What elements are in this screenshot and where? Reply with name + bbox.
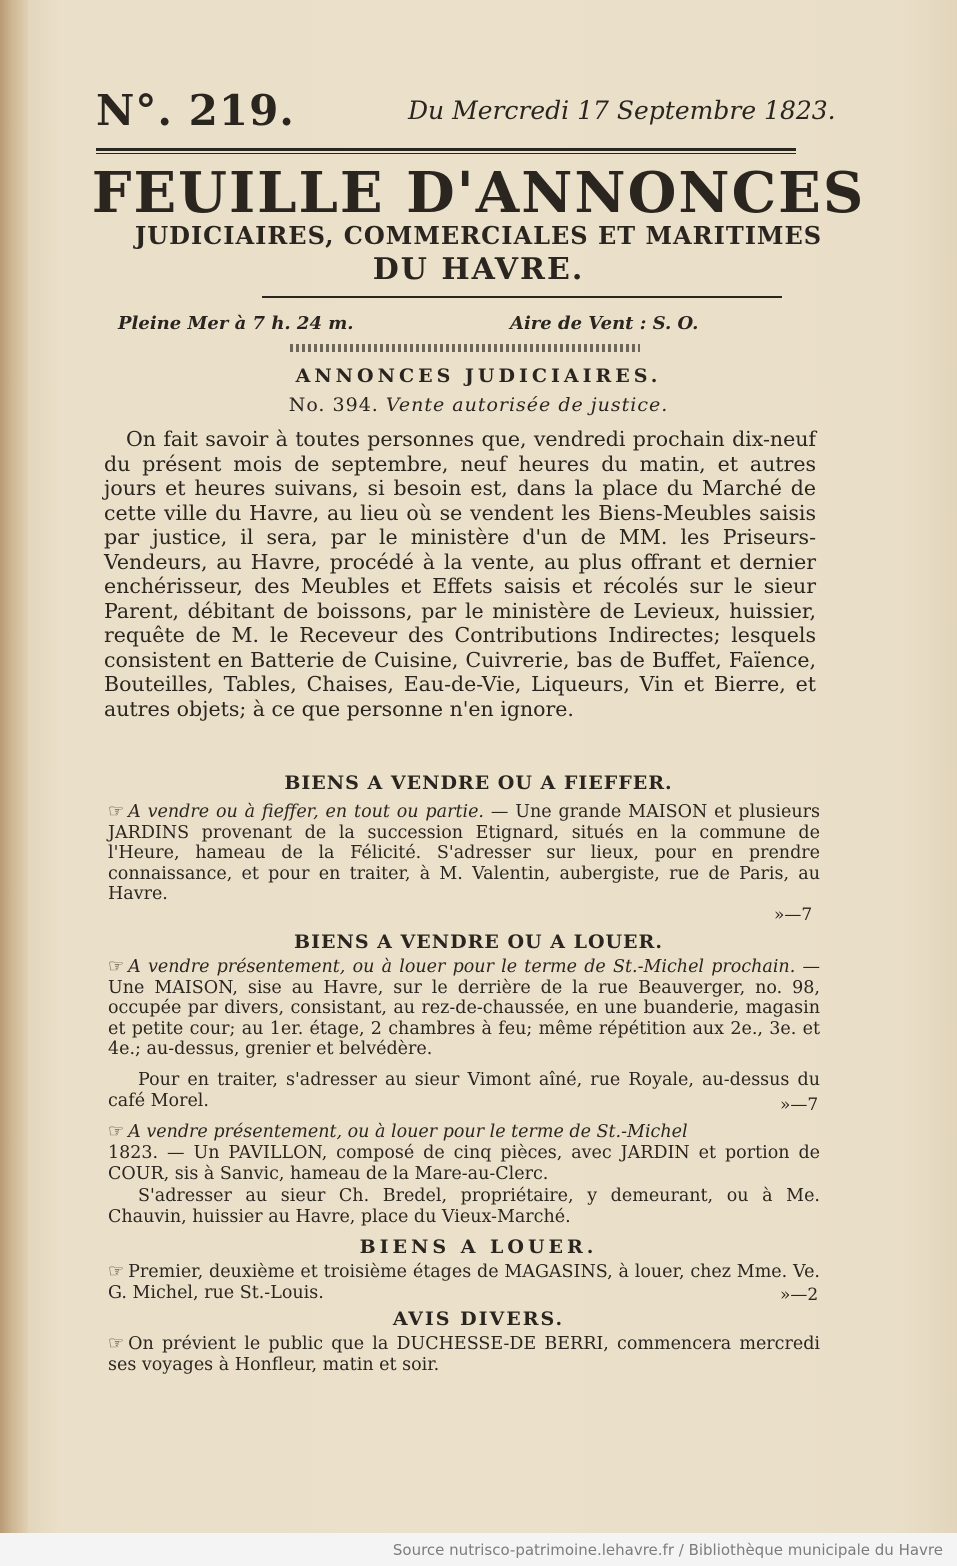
masthead-rule <box>262 296 782 298</box>
masthead-subtitle: JUDICIAIRES, COMMERCIALES ET MARITIMES <box>134 221 823 250</box>
section-heading-avis: AVIS DIVERS. <box>392 1308 565 1330</box>
issue-date: Du Mercredi 17 Septembre 1823. <box>408 96 836 125</box>
issue-number: N°. 219. <box>96 86 295 135</box>
louer-ad-2-text: 1823. — Un PAVILLON, composé de cinq pièces, avec JARDIN et portion de COUR, sis à Sanvic, hameau de la Mare-au-Clerc. <box>108 1143 820 1184</box>
wind-direction: Aire de Vent : S. O. <box>510 313 699 334</box>
header-rule-thin <box>96 153 796 154</box>
source-footer <box>0 1533 957 1566</box>
fieffer-ad-lead: A vendre ou à fieffer, en tout ou partie. <box>128 802 484 822</box>
a-louer-ad-text: Premier, deuxième et troisième étages de MAGASINS, à louer, chez Mme. Ve. G. Michel, rue St.-Louis. <box>108 1262 820 1303</box>
avis-ad-text: On prévient le public que la DUCHESSE-DE BERRI, commencera mercredi ses voyages à Honfleur, matin et soir. <box>108 1334 820 1375</box>
masthead-place: DU HAVRE. <box>372 252 585 287</box>
louer-ad-1-contact: Pour en traiter, s'adresser au sieur Vimont aîné, rue Royale, au-dessus du café Morel. <box>108 1070 820 1111</box>
louer-ad-1-lead: A vendre présentement, ou à louer pour le terme de St.-Michel prochain. <box>128 957 796 977</box>
louer-ad-2 <box>108 1122 820 1143</box>
pointing-hand-icon: ☞ <box>108 956 125 977</box>
fieffer-ad <box>108 802 820 905</box>
source-credit: Source nutrisco-patrimoine.lehavre.fr / Bibliothèque municipale du Havre <box>392 1541 943 1559</box>
judicial-notice-text: On fait savoir à toutes personnes que, vendredi prochain dix-neuf du présent mois de septembre, neuf heures du matin, et autres jours et heures suivans, si besoin est, dans la place du Marché de cette ville du Havre, au lieu où se vendent les Biens-Meubles saisis par justice, il sera, par le ministère d'un de MM. les Priseurs-Vendeurs, au Havre, procédé à la vente, au plus offrant et dernier enchérisseur, des Meubles et Effets saisis et récolés sur le sieur Parent, débitant de boissons, par le ministère de Levieux, huissier, requête de M. le Receveur des Contributions Indirectes; lesquels consistent en Batterie de Cuisine, Cuivrerie, bas de Buffet, Faïence, Bouteilles, Tables, Chaises, Eau-de-Vie, Liqueurs, Vin et Bierre, et autres objets; à ce que personne n'en ignore. <box>104 427 816 721</box>
a-louer-ref: »—2 <box>780 1285 819 1305</box>
louer-ad-1 <box>108 957 820 1060</box>
notice-number: No. 394. <box>288 394 379 416</box>
louer-ad-2-contact: S'adresser au sieur Ch. Bredel, propriétaire, y demeurant, ou à Me. Chauvin, huissier au Havre, place du Vieux-Marché. <box>108 1186 820 1227</box>
pointing-hand-icon: ☞ <box>108 1333 125 1354</box>
pointing-hand-icon: ☞ <box>108 1121 125 1142</box>
section-heading-judicial: ANNONCES JUDICIAIRES. <box>295 365 662 387</box>
masthead-title: FEUILLE D'ANNONCES <box>91 160 866 226</box>
fieffer-ref: »—7 <box>774 905 813 925</box>
pointing-hand-icon: ☞ <box>108 801 125 822</box>
section-heading-fieffer: BIENS A VENDRE OU A FIEFFER. <box>284 772 673 794</box>
louer-ad-2-lead: A vendre présentement, ou à louer pour le terme de St.-Michel <box>128 1122 688 1142</box>
notice-heading <box>0 394 957 416</box>
a-louer-ad <box>108 1262 820 1303</box>
pointing-hand-icon: ☞ <box>108 1261 125 1282</box>
section-heading-a-louer: BIENS A LOUER. <box>359 1236 598 1258</box>
avis-ad <box>108 1334 820 1375</box>
notice-title: Vente autorisée de justice. <box>385 394 669 416</box>
section-heading-louer: BIENS A VENDRE OU A LOUER. <box>294 931 663 953</box>
louer-ad-1-text: — Une MAISON, sise au Havre, sur le derrière de la rue Beauverger, no. 98, occupée par divers, consistant, au rez-de-chaussée, en une buanderie, magasin et petite cour; au 1er. étage, 2 chambres à feu; même répétition aux 2e., 3e. et 4e.; au-dessus, grenier et belvédère. <box>108 957 820 1059</box>
header-rule <box>96 148 796 151</box>
louer-ad-1-ref: »—7 <box>780 1095 819 1115</box>
high-tide: Pleine Mer à 7 h. 24 m. <box>118 313 354 334</box>
wavy-divider <box>290 344 640 352</box>
fieffer-ad-text: — Une grande MAISON et plusieurs JARDINS provenant de la succession Etignard, situés en la commune de l'Heure, hameau de la Félicité. S'adresser sur lieux, pour en prendre connaissance, et pour en traiter, à M. Valentin, aubergiste, rue de Paris, au Havre. <box>108 802 820 904</box>
